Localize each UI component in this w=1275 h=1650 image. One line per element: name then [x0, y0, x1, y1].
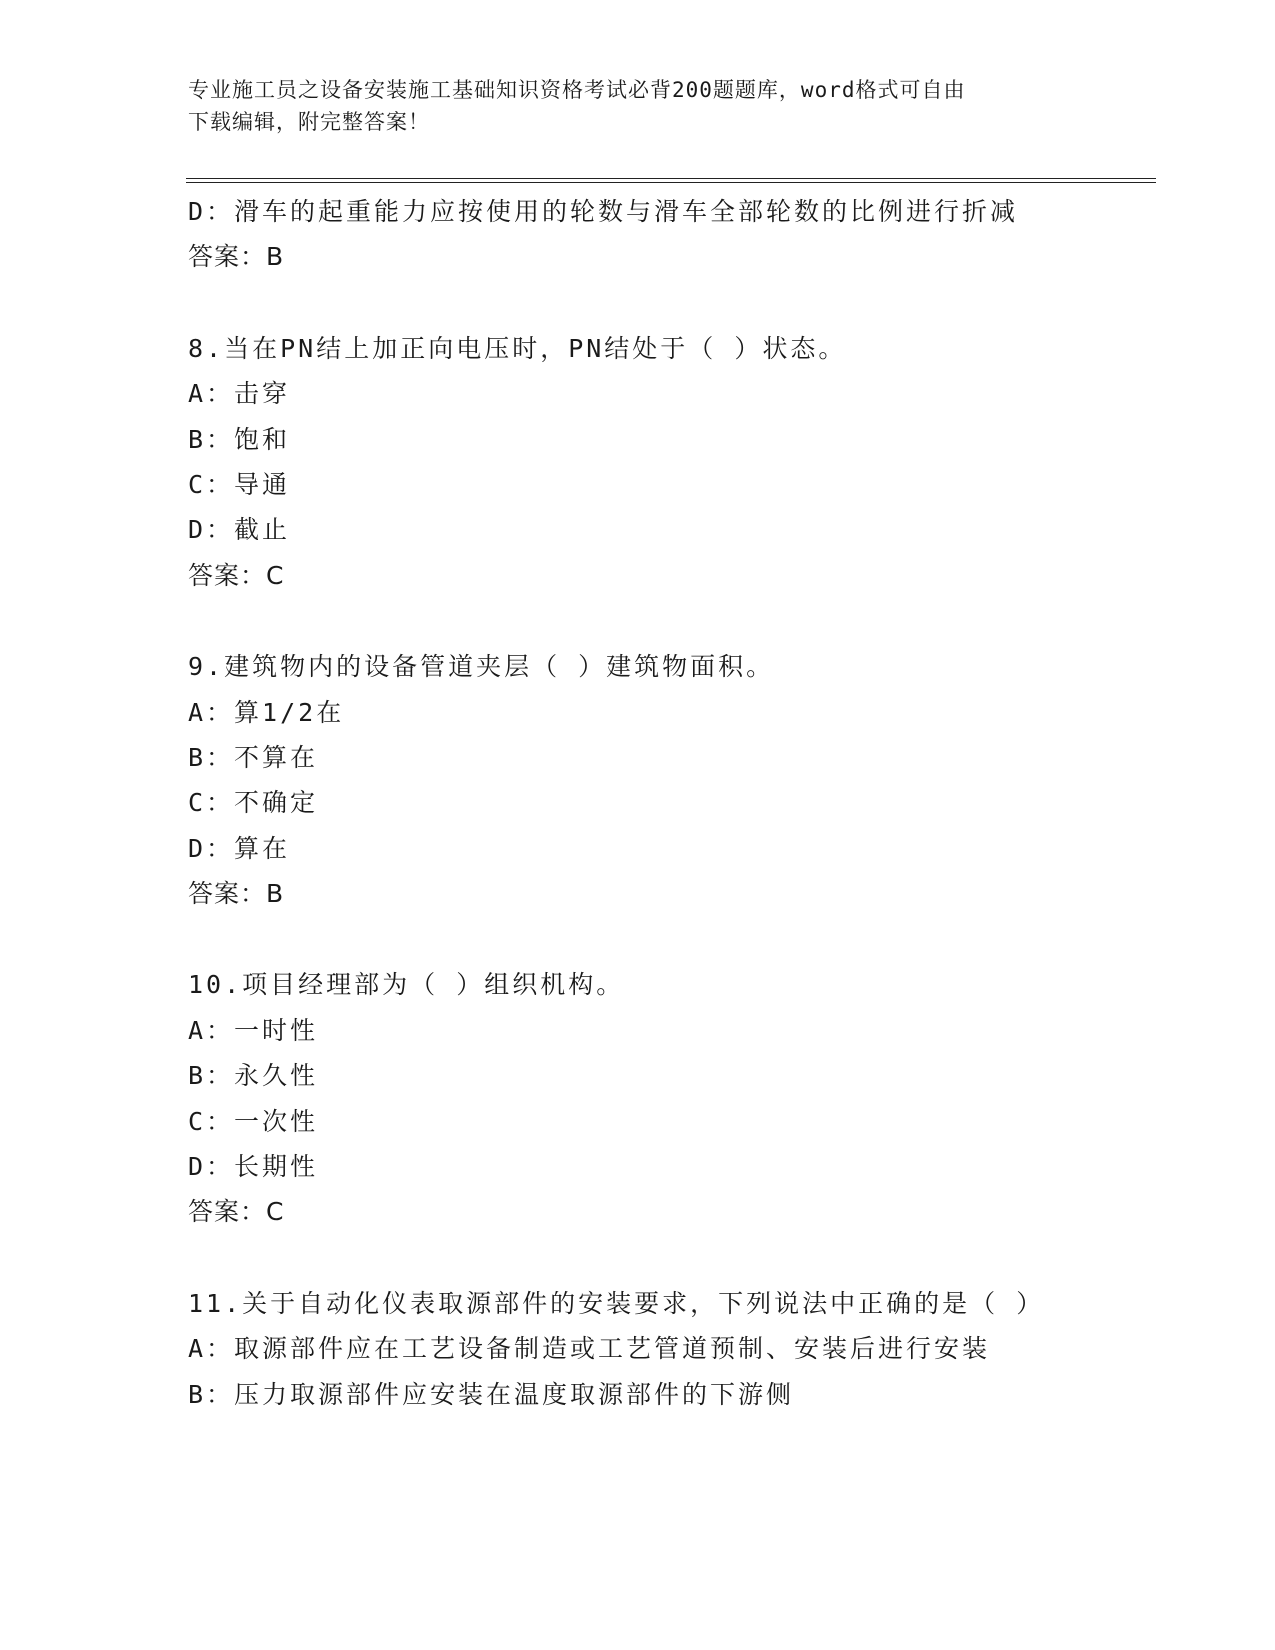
header-rule-top	[186, 178, 1156, 179]
header-line-1: 专业施工员之设备安装施工基础知识资格考试必背200题题库，word格式可自由	[188, 78, 966, 102]
question-stem: 9.建筑物内的设备管道夹层（ ）建筑物面积。	[188, 652, 775, 682]
option-b: B：压力取源部件应安装在温度取源部件的下游侧	[188, 1379, 795, 1409]
option-b: B：永久性	[188, 1061, 319, 1091]
answer: 答案：C	[188, 1197, 285, 1227]
option-a: A：一时性	[188, 1015, 319, 1045]
prev-option-d: D：滑车的起重能力应按使用的轮数与滑车全部轮数的比例进行折减	[188, 197, 1019, 226]
option-d: D：长期性	[188, 1152, 319, 1182]
question-stem: 10.项目经理部为（ ）组织机构。	[188, 970, 625, 1000]
question-11	[188, 1281, 1148, 1417]
option-a: A：算1/2在	[188, 697, 345, 727]
question-list	[188, 189, 1148, 1417]
question-9	[188, 644, 1148, 916]
prev-answer: 答案：B	[188, 242, 285, 272]
option-b: B：饱和	[188, 424, 291, 454]
spacer	[188, 1235, 1148, 1281]
answer: 答案：C	[188, 560, 285, 590]
option-c: C：不确定	[188, 788, 319, 818]
header-rule-bottom	[186, 182, 1156, 183]
spacer	[188, 280, 1148, 326]
document-header	[188, 74, 1068, 138]
question-8	[188, 326, 1148, 598]
answer: 答案：B	[188, 879, 285, 909]
option-d: D：算在	[188, 833, 291, 863]
question-10	[188, 962, 1148, 1234]
header-line-2: 下载编辑，附完整答案！	[188, 110, 430, 134]
option-c: C：一次性	[188, 1106, 319, 1136]
question-stem: 8.当在PN结上加正向电压时，PN结处于（ ）状态。	[188, 333, 847, 363]
option-c: C：导通	[188, 469, 291, 499]
spacer	[188, 916, 1148, 962]
option-d: D：截止	[188, 515, 291, 545]
spacer	[188, 598, 1148, 644]
question-stem: 11.关于自动化仪表取源部件的安装要求，下列说法中正确的是（ ）	[188, 1288, 1045, 1318]
option-a: A：击穿	[188, 379, 291, 409]
option-a: A：取源部件应在工艺设备制造或工艺管道预制、安装后进行安装	[188, 1334, 991, 1364]
option-b: B：不算在	[188, 742, 319, 772]
